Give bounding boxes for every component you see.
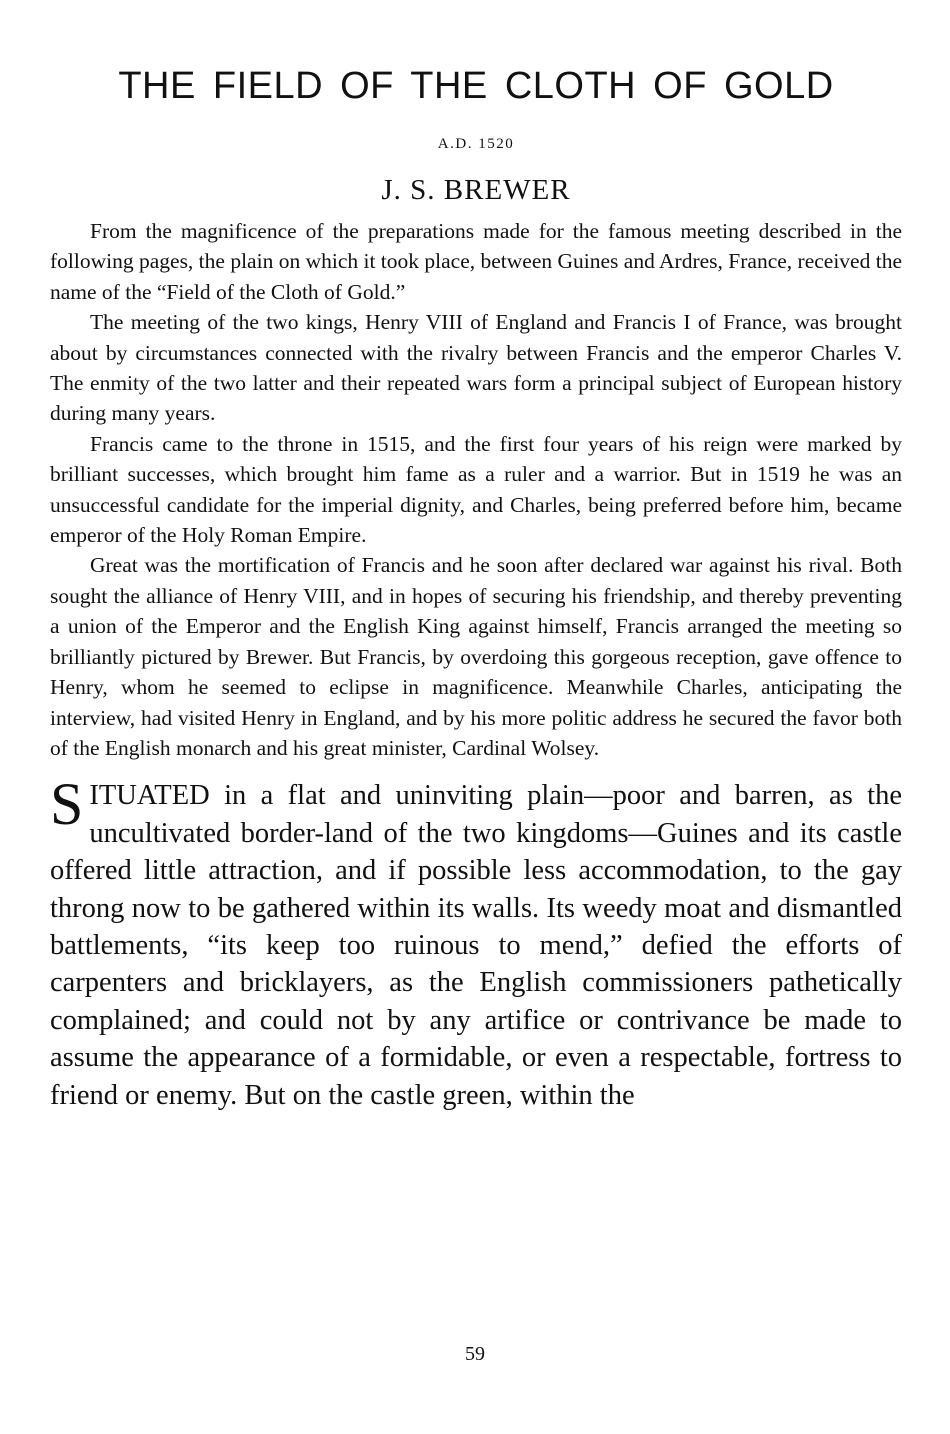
- editorial-introduction: [50, 216, 902, 763]
- chapter-title: THE FIELD OF THE CLOTH OF GOLD: [118, 65, 834, 107]
- intro-paragraph-1: From the magnificence of the preparations made for the famous meeting described in the following pages, the plain on which it took place, between Guines and Ardres, France, received the name of the “Field of the Cloth of Gold.”: [50, 219, 902, 304]
- chapter-author: J. S. BREWER: [381, 174, 571, 206]
- main-paragraph-text: ITUATED in a flat and uninviting plain—poor and barren, as the uncultivated border-land of the two kingdoms—Guines and its castle offered little attraction, and if possible less accommodation, to the gay throng now to be gathered within its walls. Its weedy moat and dismantled battlements, “its keep too ruinous to mend,” defied the efforts of carpenters and bricklayers, as the English commissioners pathetically complained; and could not by any artifice or contrivance be made to assume the appearance of a formidable, or even a respectable, fortress to friend or enemy. But on the castle green, within the: [50, 780, 902, 1111]
- intro-paragraph-3: Francis came to the throne in 1515, and the first four years of his reign were marked by brilliant successes, which brought him fame as a ruler and a warrior. But in 1519 he was an unsuccessful candidate for the imperial dignity, and Charles, being preferred before him, became emperor of the Holy Roman Empire.: [50, 431, 902, 548]
- book-page: [50, 58, 902, 1114]
- page-number: 59: [465, 1343, 485, 1365]
- intro-paragraph-4: Great was the mortification of Francis and he soon after declared war against his rival. Both sought the alliance of Henry VIII, and in hopes of securing his friendship, and thereby preventing a union of the Emperor and the English King against himself, Francis arranged the meeting so brilliantly pictured by Brewer. But Francis, by overdoing this gorgeous reception, gave offence to Henry, whom he seemed to eclipse in magnificence. Meanwhile Charles, anticipating the interview, had visited Henry in England, and by his more politic address he secured the favor both of the English monarch and his great minister, Cardinal Wolsey.: [50, 553, 902, 760]
- main-text: [50, 771, 902, 1114]
- drop-cap-letter: S: [50, 771, 84, 838]
- chapter-date: A.D. 1520: [437, 136, 515, 152]
- main-paragraph: [50, 771, 902, 1114]
- intro-paragraph-2: The meeting of the two kings, Henry VIII of England and Francis I of France, was brought about by circumstances connected with the rivalry between Francis and the emperor Charles V. The enmity of the two latter and their repeated wars form a principal subject of European history during many years.: [50, 310, 902, 426]
